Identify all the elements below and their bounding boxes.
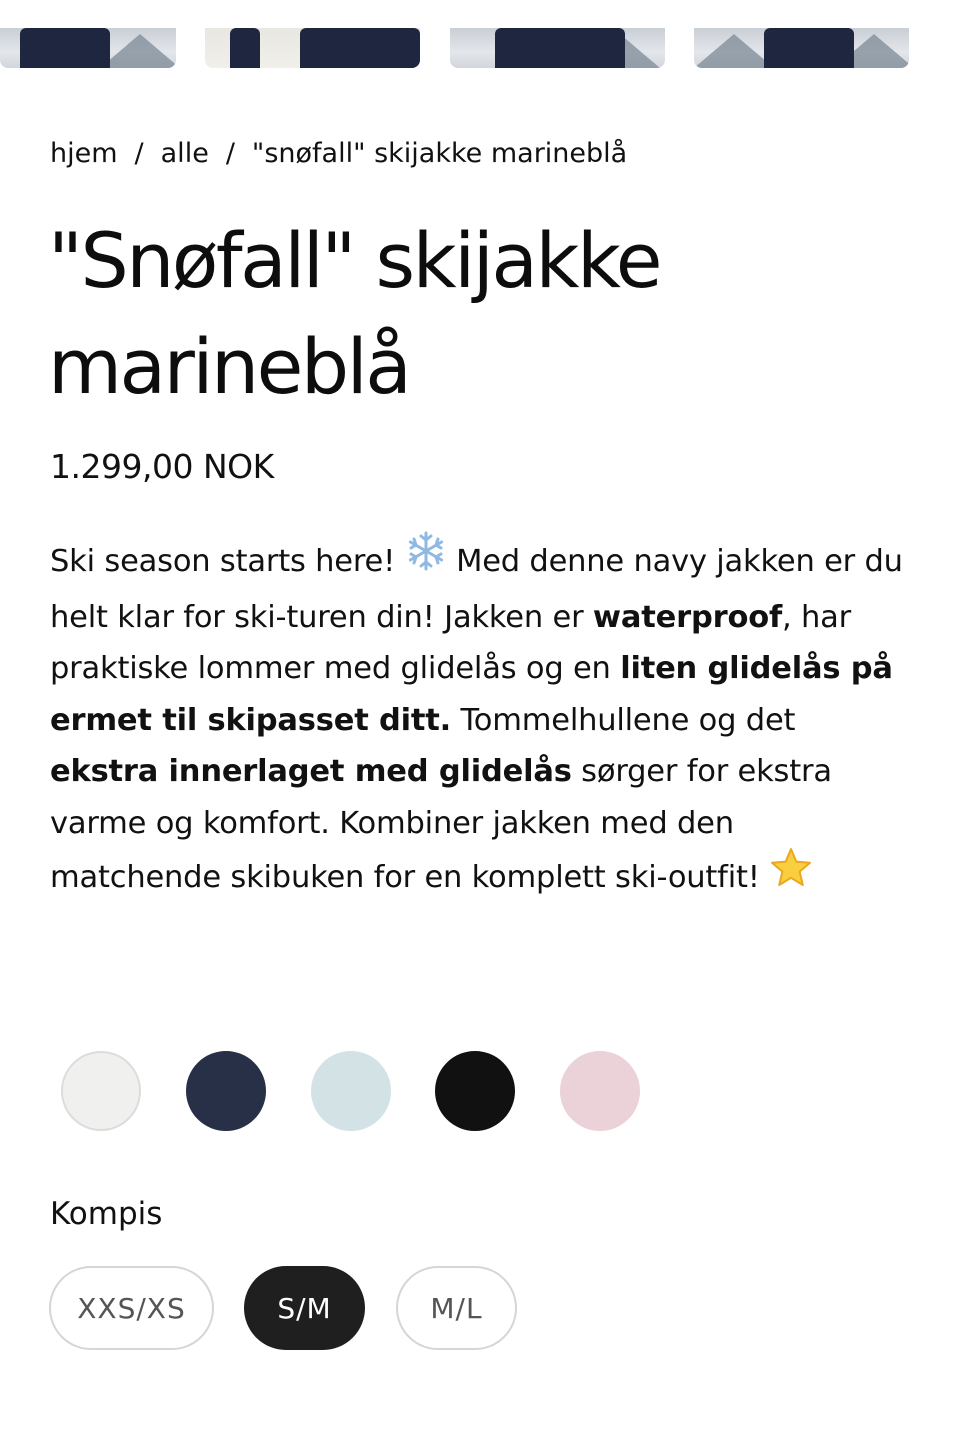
description-bold-sleeve-zipper: liten glidelås på ermet til skipasset ditt. <box>50 651 893 738</box>
description-text: , har praktiske lommer med glidelås og en <box>50 599 851 686</box>
breadcrumb-home-link[interactable]: hjem <box>50 138 118 169</box>
product-thumbnail-2[interactable] <box>205 28 420 68</box>
breadcrumb-separator: / <box>225 138 235 169</box>
size-label: Kompis <box>50 1196 163 1232</box>
breadcrumb <box>50 134 627 174</box>
product-thumbnail-1[interactable] <box>0 28 176 68</box>
breadcrumb-separator: / <box>134 138 144 169</box>
breadcrumb-current: "snøfall" skijakke marineblå <box>251 138 628 169</box>
size-option-xxs-xs[interactable]: XXS/XS <box>49 1266 214 1350</box>
description-bold-inner-layer: ekstra innerlaget med glidelås <box>50 754 572 789</box>
star-icon <box>769 846 813 905</box>
description-text: Tommelhullene og det <box>451 702 796 738</box>
description-text: Med denne navy jakken er du helt klar for ski-turen din! Jakken er <box>50 543 903 635</box>
color-swatch-pink[interactable] <box>560 1051 640 1131</box>
description-text: sørger for ekstra varme og komfort. Kombiner jakken med den matchende skibuken for en komplett ski-outfit! <box>50 754 832 895</box>
product-image-thumbnails <box>0 0 960 70</box>
product-thumbnail-4[interactable] <box>694 28 909 68</box>
breadcrumb-all-link[interactable]: alle <box>160 138 209 169</box>
product-thumbnail-3[interactable] <box>450 28 665 68</box>
color-swatch-light-blue[interactable] <box>311 1051 391 1131</box>
color-swatch-white[interactable] <box>61 1051 141 1131</box>
size-option-s-m[interactable]: S/M <box>244 1266 365 1350</box>
size-option-m-l[interactable]: M/L <box>396 1266 517 1350</box>
color-swatch-navy[interactable] <box>186 1051 266 1131</box>
color-swatch-black[interactable] <box>435 1051 515 1131</box>
product-price: 1.299,00 NOK <box>50 447 274 486</box>
product-description <box>50 533 910 908</box>
description-bold-waterproof: waterproof <box>592 599 783 635</box>
product-title: "Snøfall" skijakke marineblå <box>48 216 661 411</box>
snowflake-icon <box>405 530 447 589</box>
description-text: Ski season starts here! <box>50 543 405 579</box>
